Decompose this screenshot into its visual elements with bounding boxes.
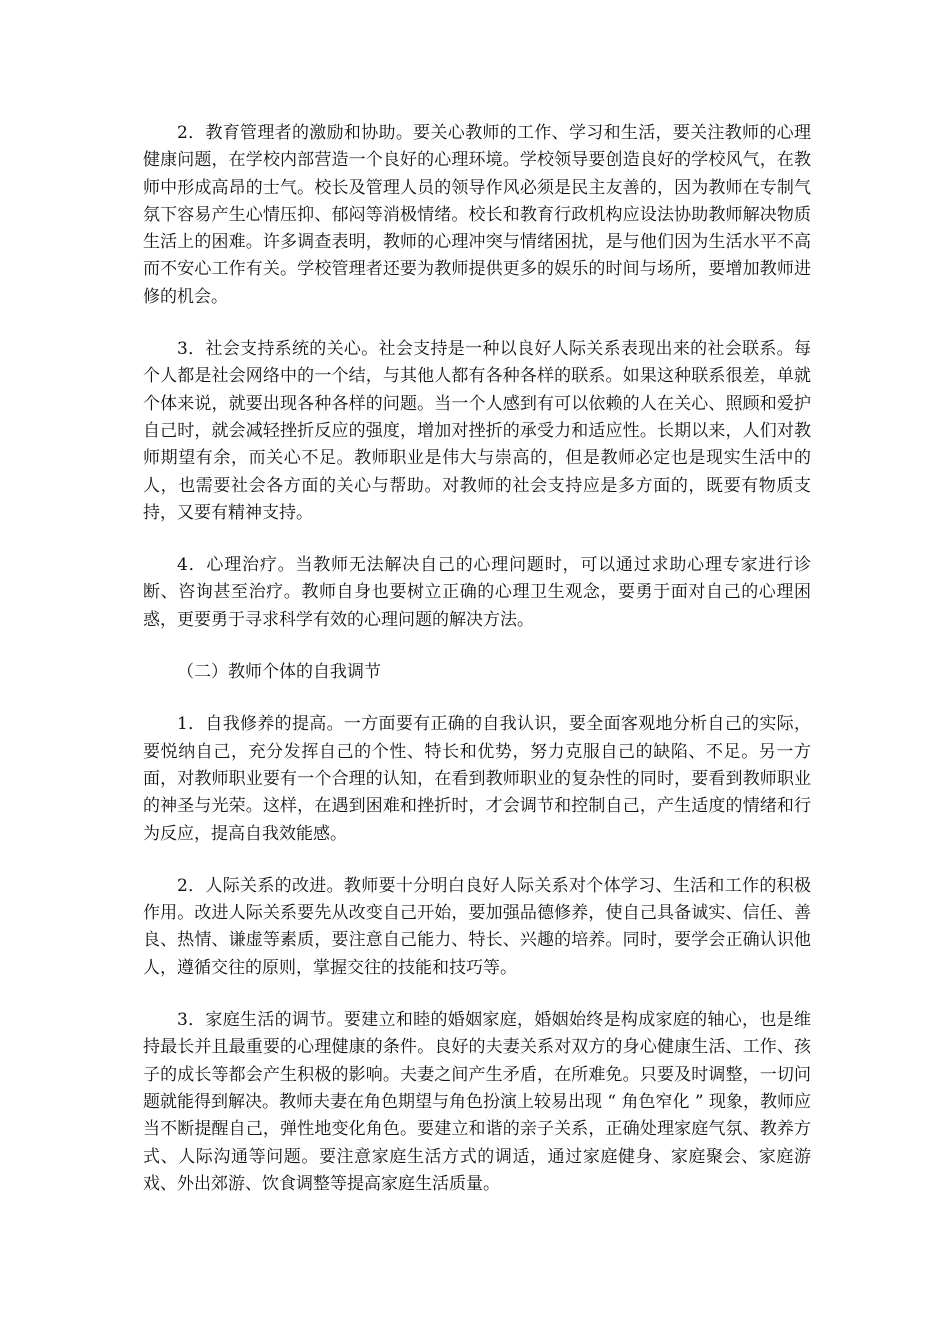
paragraph-self-cultivation: 1．自我修养的提高。一方面要有正确的自我认识，要全面客观地分析自己的实际，要悦纳自己，充分发挥自己的个性、特长和优势，努力克服自己的缺陷、不足。另一方面，对教师职业要有一个合理的认知，在看到教师职业的复杂性的同时，要看到教师职业的神圣与光荣。这样，在遇到困难和挫折时，才会调节和控制自己，产生适度的情绪和行为反应，提高自我效能感。 <box>143 714 811 844</box>
paragraph-interpersonal: 2．人际关系的改进。教师要十分明白良好人际关系对个体学习、生活和工作的积极作用。改进人际关系要先从改变自己开始，要加强品德修养，使自己具备诚实、信任、善良、热情、谦虚等素质，要注意自己能力、特长、兴趣的培养。同时，要学会正确认识他人，遵循交往的原则，掌握交往的技能和技巧等。 <box>143 875 811 978</box>
paragraph-social-support: 3．社会支持系统的关心。社会支持是一种以良好人际关系表现出来的社会联系。每个人都是社会网络中的一个结，与其他人都有各种各样的联系。如果这种联系很差，单就个体来说，就要出现各种各样的问题。当一个人感到有可以依赖的人在关心、照顾和爱护自己时，就会减轻挫折反应的强度，增加对挫折的承受力和适应性。长期以来，人们对教师期望有余，而关心不足。教师职业是伟大与崇高的，但是教师必定也是现实生活中的人，也需要社会各方面的关心与帮助。对教师的社会支持应是多方面的，既要有物质支持，又要有精神支持。 <box>143 339 811 523</box>
paragraph-admin-support: 2．教育管理者的激励和协助。要关心教师的工作、学习和生活，要关注教师的心理健康问题，在学校内部营造一个良好的心理环境。学校领导要创造良好的学校风气，在教师中形成高昂的士气。校长及管理人员的领导作风必须是民主友善的，因为教师在专制气氛下容易产生心情压抑、郁闷等消极情绪。校长和教育行政机构应设法协助教师解决物质生活上的困难。许多调查表明，教师的心理冲突与情绪困扰，是与他们因为生活水平不高而不安心工作有关。学校管理者还要为教师提供更多的娱乐的时间与场所，要增加教师进修的机会。 <box>143 123 811 307</box>
paragraph-psychotherapy: 4．心理治疗。当教师无法解决自己的心理问题时，可以通过求助心理专家进行诊断、咨询甚至治疗。教师自身也要树立正确的心理卫生观念，要勇于面对自己的心理困惑，更要勇于寻求科学有效的心理问题的解决方法。 <box>143 555 811 630</box>
document-body <box>143 120 811 1223</box>
section-heading-self-regulation: （二）教师个体的自我调节 <box>177 662 381 683</box>
paragraph-family-life: 3．家庭生活的调节。要建立和睦的婚姻家庭，婚姻始终是构成家庭的轴心，也是维持最长并且最重要的心理健康的条件。良好的夫妻关系对双方的身心健康生活、工作、孩子的成长等都会产生积极的影响。夫妻之间产生矛盾，在所难免。只要及时调整，一切问题就能得到解决。教师夫妻在角色期望与角色扮演上较易出现 “ 角色窄化 ” 现象，教师应当不断提醒自己，弹性地变化角色。要建立和谐的亲子关系，正确处理家庭气氛、教养方式、人际沟通等问题。要注意家庭生活方式的调适，通过家庭健身、家庭聚会、家庭游戏、外出郊游、饮食调整等提高家庭生活质量。 <box>143 1010 811 1194</box>
